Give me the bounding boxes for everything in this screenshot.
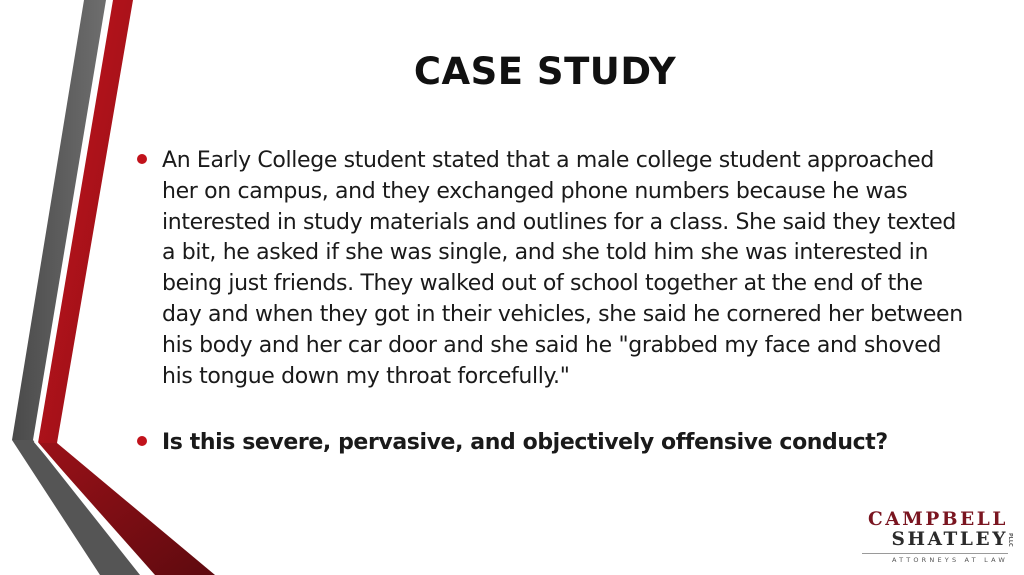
slide-title: CASE STUDY: [413, 50, 677, 93]
bullet-dot-icon: [137, 436, 147, 446]
case-question: Is this severe, pervasive, and objectively offensive conduct?: [162, 430, 888, 456]
logo-tagline: ATTORNEYS AT LAW: [892, 556, 1008, 564]
bullet-item: [133, 146, 963, 392]
bullet-dot-icon: [137, 154, 147, 164]
logo-campbell: CAMPBELL: [867, 509, 1008, 530]
logo-pllc: PLLC: [1007, 533, 1013, 547]
bullet-item: [133, 428, 963, 459]
logo-shatley: [848, 529, 1013, 550]
firm-logo: [848, 509, 1013, 564]
logo-divider: [862, 553, 1008, 554]
logo-shatley-text: SHATLEY: [891, 529, 1008, 550]
case-description: An Early College student stated that a male college student approached her on campus, and they exchanged phone numbers because he was interested in study materials and outlines for a class. She said they texted a bit, he asked if she was single, and she told him she was interested in being just friends. They walked out of school together at the end of the day and when they got in their vehicles, she said he cornered her between his body and her car door and she said he "grabbed my face and shoved his tongue down my throat forcefully.": [162, 148, 963, 389]
bullet-list: [133, 146, 963, 459]
